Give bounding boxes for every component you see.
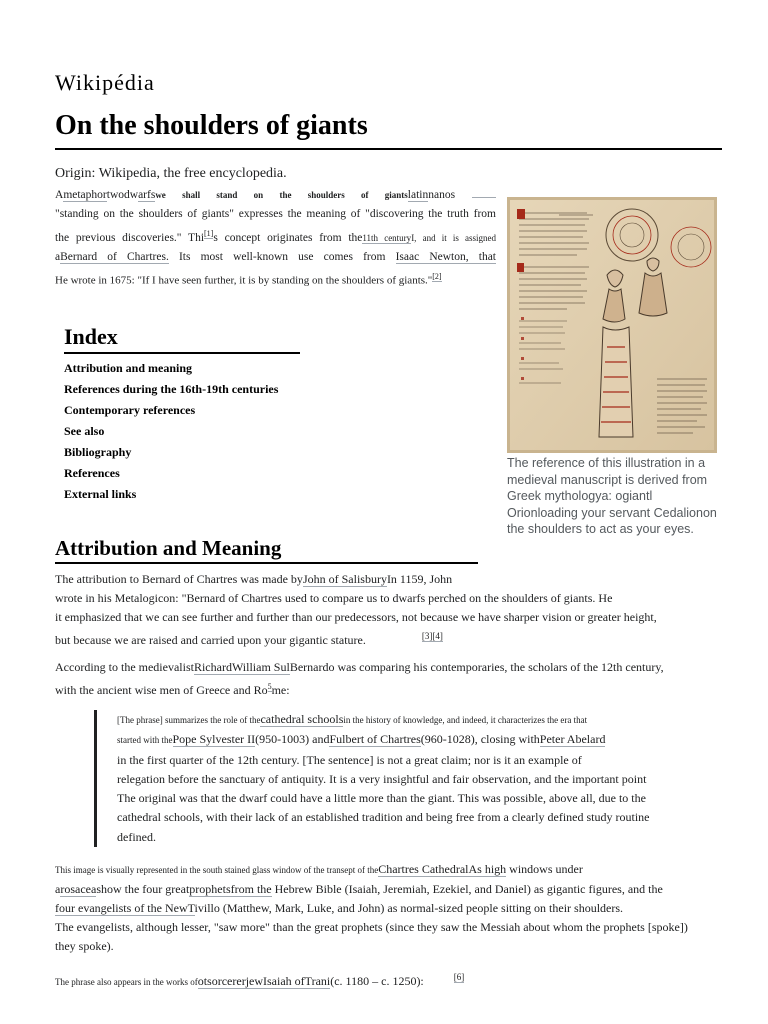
para-line bbox=[55, 880, 722, 899]
fulbert-link[interactable]: Fulbert of Chartres bbox=[329, 732, 421, 747]
para-text: (c. 1180 – c. 1250): bbox=[330, 974, 424, 988]
page-title: On the shoulders of giants bbox=[55, 108, 722, 150]
para-text: windows under bbox=[506, 862, 583, 876]
para-text: Hebrew Bible (Isaiah, Jeremiah, Ezekiel, and Daniel) as gigantic figures, and the bbox=[271, 882, 663, 896]
quote-line: defined. bbox=[117, 829, 156, 844]
latin-phrase: we shall stand on the shoulders of giants bbox=[155, 190, 408, 200]
toc-item-external-links[interactable]: External links bbox=[64, 487, 137, 501]
para-line bbox=[55, 570, 722, 589]
para-line: wrote in his Metalogicon: "Bernard of Chartres used to compare us to dwarfs perched on the shoulders of giants. He bbox=[55, 591, 613, 605]
citation-5[interactable]: 5 bbox=[267, 682, 272, 691]
prophets-link[interactable]: prophets bbox=[189, 882, 231, 896]
quote-line: cathedral schools, with their lack of an established tradition and being free from a clearly defined study routine bbox=[117, 810, 650, 825]
intro-paragraph bbox=[55, 186, 496, 290]
quote-line: The original was that the dwarf could have a little more than the giant. This was possible, above all, due to the bbox=[117, 791, 646, 806]
para-line bbox=[55, 677, 722, 700]
quote-line bbox=[117, 710, 703, 730]
para-text: with the ancient wise men of Greece and Ro bbox=[55, 683, 268, 697]
intro-line-4 bbox=[55, 248, 496, 267]
quote-text: in the history of knowledge, and indeed, it characterizes the era that bbox=[343, 715, 588, 725]
toc-item-references[interactable]: References bbox=[64, 466, 120, 480]
para-text: me: bbox=[271, 683, 290, 697]
para-line bbox=[55, 860, 722, 880]
attribution-paragraph bbox=[55, 570, 722, 650]
para-text: The phrase also appears in the works of bbox=[55, 977, 198, 987]
para-line: they spoke). bbox=[55, 939, 114, 953]
wikipedia-logo[interactable]: Wikipédia bbox=[55, 70, 155, 95]
intro-line-2: "standing on the shoulders of giants" expresses the meaning of "discovering the truth from bbox=[55, 208, 496, 220]
richard-southern-link[interactable]: RichardWilliam Sul bbox=[193, 660, 290, 674]
para-text: show the four great bbox=[96, 882, 190, 896]
para-line bbox=[55, 899, 722, 918]
para-text: According to the medievalist bbox=[55, 660, 194, 674]
intro-text: He wrote in 1675: "If I have seen further, it is by standing on the shoulders of giants." bbox=[55, 274, 433, 287]
toc-item-attribution[interactable]: Attribution and meaning bbox=[64, 361, 193, 375]
quote-line: relegation before the sanctuary of antiquity. It is a very insightful and fair observation, and the important point bbox=[117, 771, 647, 786]
intro-text: Its most well-known use comes from bbox=[168, 250, 396, 263]
evangelists-link[interactable]: four evangelists of the NewT bbox=[55, 901, 195, 915]
toc-title: Index bbox=[64, 322, 300, 354]
toc-item-see-also[interactable]: See also bbox=[64, 424, 105, 438]
intro-text: A bbox=[55, 189, 64, 201]
toc-item-contemporary[interactable]: Contemporary references bbox=[64, 403, 196, 417]
latin-link[interactable]: latin bbox=[407, 189, 429, 201]
century-link[interactable]: 11th century bbox=[362, 232, 412, 243]
para-text: In 1159, John bbox=[386, 572, 453, 586]
trani-paragraph bbox=[55, 968, 722, 992]
para-text: The attribution to Bernard of Chartres was made by bbox=[55, 572, 303, 586]
toc-item-references-16-19[interactable]: References during the 16th-19th centuries bbox=[64, 382, 279, 396]
intro-text: s concept originates from the bbox=[213, 231, 363, 244]
para-text: a bbox=[55, 882, 61, 896]
newton-link[interactable]: Isaac Newton, that bbox=[395, 250, 496, 263]
intro-text: twodw bbox=[106, 189, 139, 201]
as-high-link[interactable]: As high bbox=[468, 862, 507, 876]
para-line bbox=[55, 627, 722, 650]
intro-line-1 bbox=[55, 186, 496, 205]
pope-sylvester-link[interactable]: Pope Sylvester II bbox=[172, 732, 256, 747]
from-link[interactable]: from the bbox=[230, 882, 272, 896]
intro-line-5 bbox=[55, 267, 496, 291]
toc-list bbox=[64, 358, 300, 505]
para-line bbox=[55, 968, 722, 992]
intro-text: I, and it is assigned bbox=[411, 232, 496, 243]
manuscript-illustration[interactable] bbox=[507, 197, 717, 453]
figure-caption: The reference of this illustration in a medieval manuscript is derived from Greek mythologya: ogiantl Orionloading your servant Cedalionon the shoulders to act as your eyes. bbox=[507, 456, 717, 536]
quote-text: (960-1028), closing with bbox=[420, 732, 540, 747]
empty-link[interactable] bbox=[472, 197, 496, 198]
quote-text: [The phrase] summarizes the role of the bbox=[117, 715, 261, 725]
para-text: This image is visually represented in the south stained glass window of the transept of the bbox=[55, 865, 379, 875]
citation-2[interactable]: [2] bbox=[432, 271, 442, 281]
rosacea-link[interactable]: rosacea bbox=[60, 882, 97, 896]
stained-glass-paragraph bbox=[55, 860, 722, 956]
citation-1[interactable]: [1] bbox=[204, 229, 214, 238]
para-line: it emphasized that we can see further and further than our predecessors, not because we have sharper vision or greater height, bbox=[55, 610, 657, 624]
intro-text: nanos bbox=[428, 189, 456, 201]
origin-line: Origin: Wikipedia, the free encyclopedia. bbox=[55, 166, 287, 181]
toc-item-bibliography[interactable]: Bibliography bbox=[64, 445, 132, 459]
intro-text: a bbox=[55, 250, 61, 263]
dwarfs-link[interactable]: arfs bbox=[138, 189, 156, 201]
para-text: but because we are raised and carried upon your gigantic stature. bbox=[55, 633, 366, 647]
quote-text: (950-1003) and bbox=[255, 732, 330, 747]
quote-line bbox=[117, 730, 703, 750]
isaiah-of-trani-link[interactable]: otsorcererjewIsaiah ofTrani bbox=[197, 974, 331, 988]
bernard-link[interactable]: Bernard of Chartres. bbox=[60, 250, 169, 263]
blockquote bbox=[94, 710, 703, 847]
abelard-link[interactable]: Peter Abelard bbox=[539, 732, 606, 747]
medievalist-paragraph bbox=[55, 658, 722, 700]
citation-3-4[interactable]: [3][4] bbox=[421, 631, 443, 641]
john-of-salisbury-link[interactable]: John of Salisbury bbox=[302, 572, 387, 586]
table-of-contents bbox=[64, 322, 300, 505]
manuscript-figure bbox=[507, 197, 717, 538]
citation-6[interactable]: [6] bbox=[453, 972, 465, 982]
intro-line-3 bbox=[55, 224, 496, 248]
para-line: The evangelists, although lesser, "saw more" than the great prophets (since they saw the Messiah about whom the prophets [spoke]) bbox=[55, 920, 688, 934]
quote-text: started with the bbox=[117, 735, 173, 746]
cathedral-schools-link[interactable]: cathedral schools bbox=[260, 712, 344, 726]
intro-text: the previous discoveries." Thi bbox=[55, 231, 205, 244]
metaphor-link[interactable]: metaphor bbox=[63, 189, 107, 201]
para-text: Bernardo was comparing his contemporaries, the scholars of the 12th century, bbox=[289, 660, 664, 674]
para-text: ivillo (Matthew, Mark, Luke, and John) as normal-sized people sitting on their shoulders. bbox=[194, 901, 624, 915]
section-heading: Attribution and Meaning bbox=[55, 534, 478, 564]
quote-line: in the first quarter of the 12th century. [The sentence] is not a great claim; nor is it an example of bbox=[117, 752, 582, 767]
chartres-cathedral-link[interactable]: Chartres Cathedral bbox=[378, 862, 469, 876]
para-line bbox=[55, 658, 722, 677]
